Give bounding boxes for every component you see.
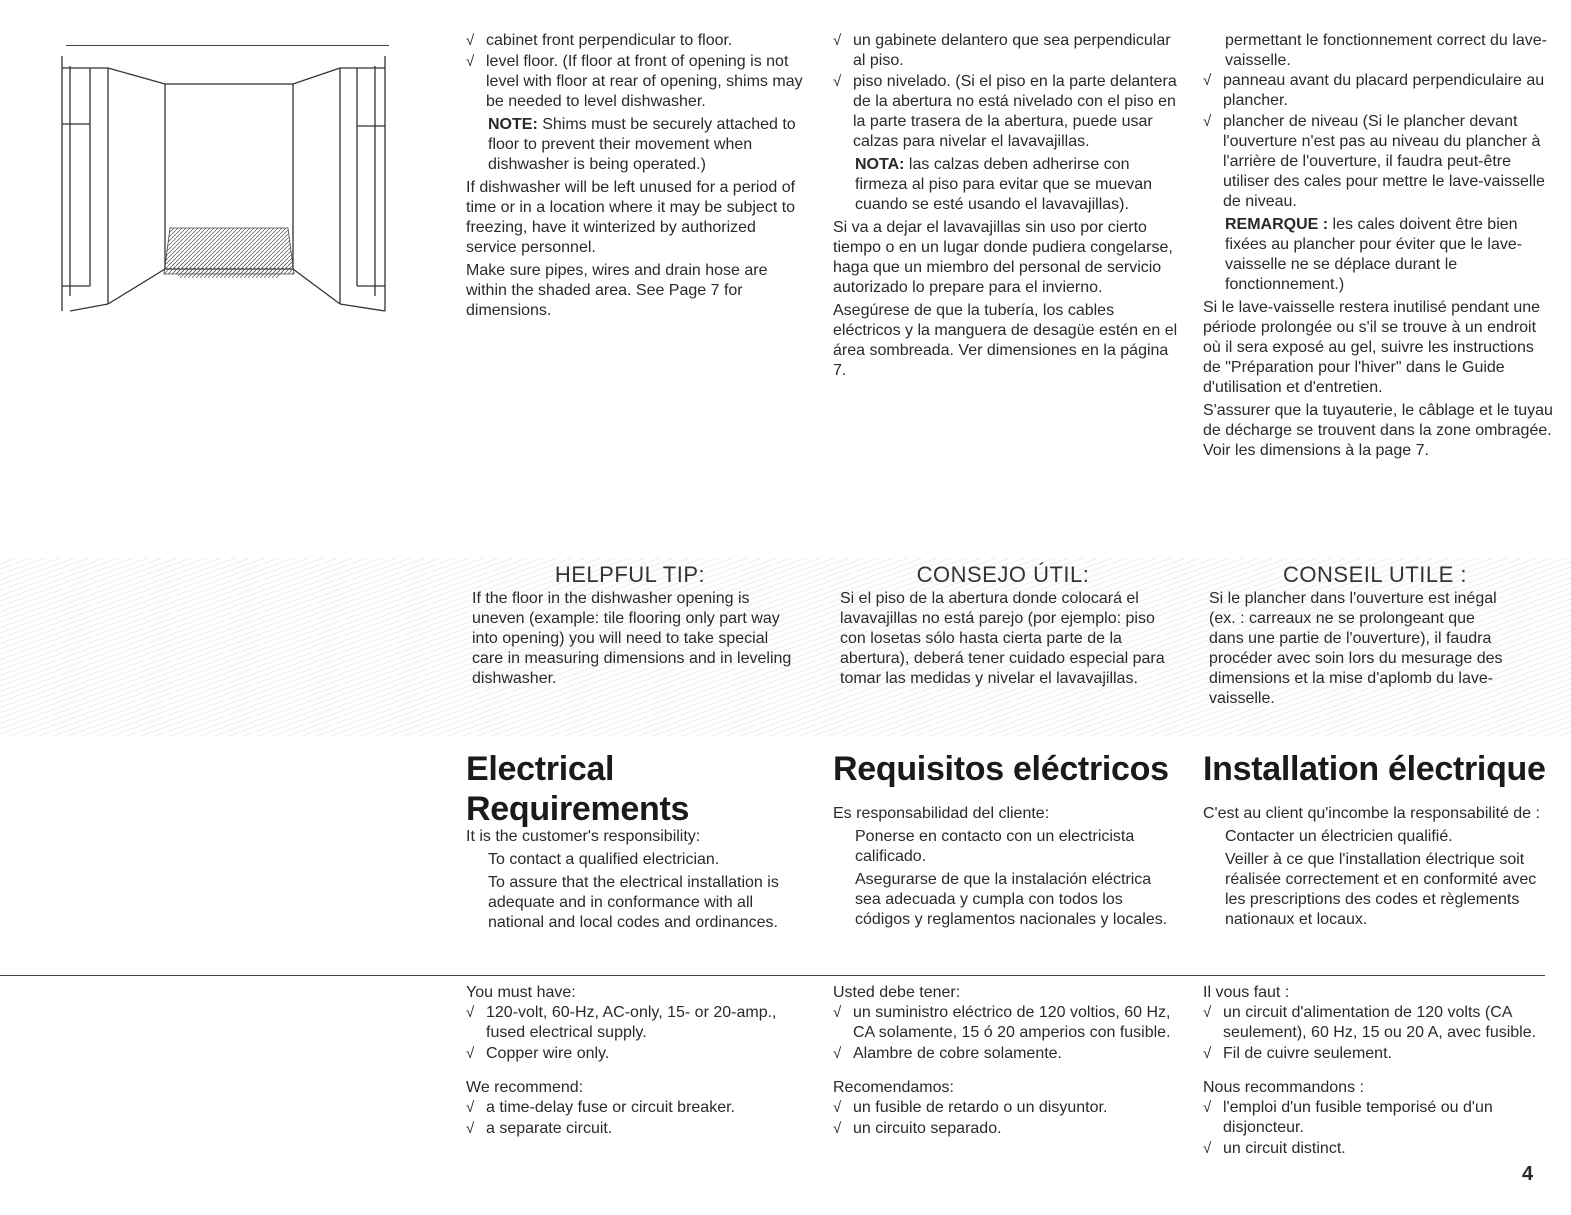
tip-title-fr: CONSEIL UTILE :	[1283, 562, 1467, 587]
check-item: √ un suministro eléctrico de 120 voltios, 60 Hz, CA solamente, 15 ó 20 amperios con fusible.	[833, 1003, 1178, 1043]
check-item: √ un gabinete delantero que sea perpendicular al piso.	[833, 31, 1178, 71]
recommend-label: Nous recommandons :	[1203, 1079, 1364, 1096]
recommend-label: Recomendamos:	[833, 1079, 954, 1096]
dishwasher-opening-illustration	[60, 46, 395, 326]
requirements-en	[466, 983, 806, 1140]
elec-intro-fr	[1203, 804, 1553, 930]
note	[466, 115, 806, 175]
check-item: √ un fusible de retardo o un disyuntor.	[833, 1098, 1178, 1118]
continued-text: permettant le fonctionnement correct du lave-vaisselle.	[1225, 32, 1547, 69]
recommend-label: We recommend:	[466, 1079, 584, 1096]
check-item: √ a time-delay fuse or circuit breaker.	[466, 1098, 806, 1118]
check-item: √ Alambre de cobre solamente.	[833, 1044, 1178, 1064]
check-item: √ un circuit d'alimentation de 120 volts (CA seulement), 60 Hz, 15 ou 20 A, avec fusible.	[1203, 1003, 1553, 1043]
must-have-label: Usted debe tener:	[833, 984, 961, 1001]
check-item: √ un circuito separado.	[833, 1119, 1178, 1139]
requirements-es	[833, 983, 1178, 1140]
paragraph: S'assurer que la tuyauterie, le câblage et le tuyau de décharge se trouvent dans la zone ombragée. Voir les dimensions à la page 7.	[1203, 402, 1553, 459]
check-item: √ Copper wire only.	[466, 1044, 806, 1064]
note-text: les cales doivent être bien fixées au plancher pour éviter que le lave-vaisselle ne se déplace durant le fonctionnement.)	[1225, 216, 1523, 293]
elec-intro-en	[466, 827, 806, 933]
tip-title-en: HELPFUL TIP:	[554, 562, 706, 587]
note-label: REMARQUE :	[1225, 216, 1329, 233]
responsibility-item: To assure that the electrical installation is adequate and in conformance with all national and local codes and ordinances.	[488, 874, 779, 931]
intro: Es responsabilidad del cliente:	[833, 805, 1050, 822]
section-title-en	[466, 749, 689, 829]
check-item: √ a separate circuit.	[466, 1119, 806, 1139]
paragraph: Asegúrese de que la tubería, los cables eléctricos y la manguera de desagüe estén en el área sombreada. Ver dimensiones en la página 7.	[833, 302, 1178, 379]
paragraph: Si va a dejar el lavavajillas sin uso por cierto tiempo o en un lugar donde pudiera congelarse, haga que un miembro del personal de servicio autorizado lo prepare para el invierno.	[833, 219, 1173, 296]
must-have-label: You must have:	[466, 984, 576, 1001]
check-item: √ 120-volt, 60-Hz, AC-only, 15- or 20-amp., fused electrical supply.	[466, 1003, 806, 1043]
intro: C'est au client qu'incombe la responsabilité de :	[1203, 805, 1540, 822]
paragraph: Make sure pipes, wires and drain hose are within the shaded area. See Page 7 for dimensions.	[466, 262, 768, 319]
responsibility-item: Veiller à ce que l'installation électrique soit réalisée correctement et en conformité avec les prescriptions des codes et règlements nationaux et locaux.	[1225, 851, 1537, 928]
check-item: √ Fil de cuivre seulement.	[1203, 1044, 1553, 1064]
intro: It is the customer's responsibility:	[466, 828, 701, 845]
check-item: √ l'emploi d'un fusible temporisé ou d'un disjoncteur.	[1203, 1098, 1553, 1138]
page-number: 4	[1522, 1163, 1534, 1185]
tip-text-en: If the floor in the dishwasher opening is uneven (example: tile flooring only part way into opening) you will need to take special care in measuring dimensions and in leveling dishwasher.	[472, 590, 792, 687]
check-item: √ plancher de niveau (Si le plancher devant l'ouverture n'est pas au niveau du plancher à l'arrière de l'ouverture, il faudra peut-être utiliser des cales pour mettre le lave-vaisselle de niveau.	[1203, 112, 1553, 212]
section-title-fr: Installation électrique	[1203, 750, 1546, 788]
paragraph: Si le lave-vaisselle restera inutilisé pendant une période prolongée ou s'il se trouve à un endroit où il sera exposé au gel, suivre les instructions de "Préparation pour l'hiver" dans le Guide d'utilisation et d'entretien.	[1203, 299, 1541, 396]
tip-text-fr: Si le plancher dans l'ouverture est inégal (ex. : carreaux ne se prolongeant que dans une partie de l'ouverture), il faudra procéder avec soin lors du mesurage des dimensions et la mise d'aplomb du lave-vaisselle.	[1209, 590, 1503, 707]
title-line: Electrical	[466, 750, 615, 788]
check-item: √ cabinet front perpendicular to floor.	[466, 31, 806, 51]
note-text: las calzas deben adherirse con firmeza al piso para evitar que se muevan cuando se esté usando el lavavajillas).	[855, 156, 1153, 213]
col-fr	[1203, 31, 1553, 461]
must-have-label: Il vous faut :	[1203, 984, 1290, 1001]
responsibility-item: Asegurarse de que la instalación eléctrica sea adecuada y cumpla con todos los códigos y reglamentos nacionales y locales.	[855, 871, 1168, 928]
tip-text-es: Si el piso de la abertura donde colocará el lavavajillas no está parejo (por ejemplo: piso con losetas sólo hasta cierta parte de la abertura), deberá tener cuidado especial para tomar las medidas y nivelar el lavavajillas.	[840, 590, 1165, 687]
paragraph: If dishwasher will be left unused for a period of time or in a location where it may be subject to freezing, have it winterized by authorized service personnel.	[466, 179, 796, 256]
note-text: Shims must be securely attached to floor to prevent their movement when dishwasher is being operated.)	[488, 116, 796, 173]
title-line: Requirements	[466, 790, 690, 828]
tip-title-es: CONSEJO ÚTIL:	[916, 562, 1090, 587]
check-item: √ level floor. (If floor at front of opening is not level with floor at rear of opening, shims may be needed to level dishwasher.	[466, 52, 806, 112]
col-en	[466, 31, 806, 321]
section-title-es: Requisitos eléctricos	[833, 750, 1169, 788]
responsibility-item: To contact a qualified electrician.	[488, 851, 720, 868]
note	[1203, 215, 1553, 295]
check-item: √ un circuit distinct.	[1203, 1139, 1553, 1159]
check-item: √ piso nivelado. (Si el piso en la parte delantera de la abertura no está nivelado con el piso en la parte trasera de la abertura, puede usar calzas para nivelar el lavavajillas.	[833, 72, 1178, 152]
note-label: NOTA:	[855, 156, 905, 173]
responsibility-item: Contacter un électricien qualifié.	[1225, 828, 1453, 845]
col-es	[833, 31, 1178, 381]
elec-intro-es	[833, 804, 1178, 930]
section-divider	[0, 975, 1545, 976]
responsibility-item: Ponerse en contacto con un electricista calificado.	[855, 828, 1135, 865]
note-label: NOTE:	[488, 116, 538, 133]
requirements-fr	[1203, 983, 1553, 1160]
check-item: √ panneau avant du placard perpendiculaire au plancher.	[1203, 71, 1553, 111]
note	[833, 155, 1178, 215]
